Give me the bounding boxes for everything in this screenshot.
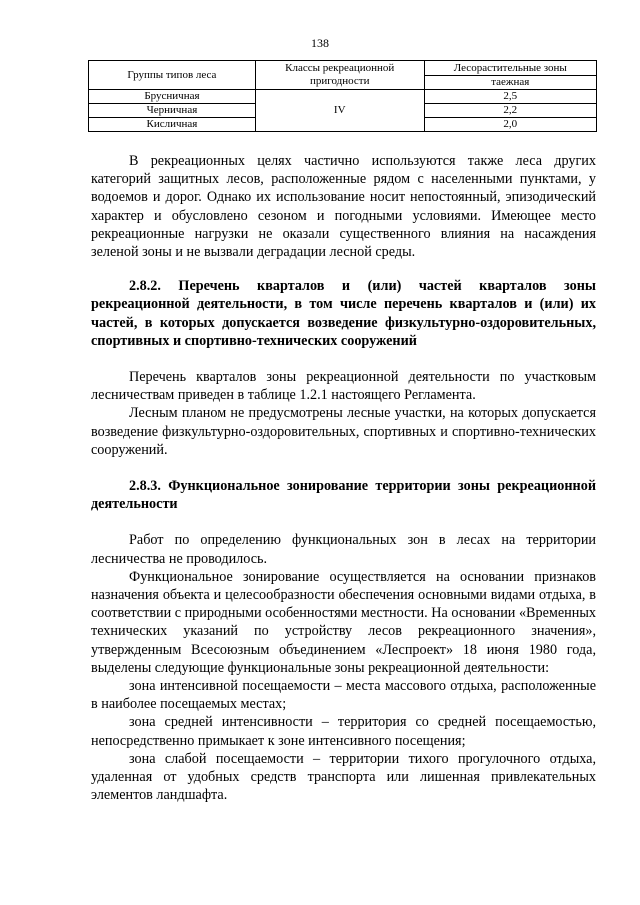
forest-group-cell: Брусничная xyxy=(89,90,256,104)
paragraph-zone-low: зона слабой посещаемости – территории тихого прогулочного отдыха, удаленная от удобных средств транспорта или лишенная привлекательных элементов ландшафта. xyxy=(91,750,596,804)
table-header-row xyxy=(89,61,597,76)
paragraph-zoning-basis: Функциональное зонирование осуществляется на основании признаков назначения объекта и целесообразности обеспечения основными видами отдыха, в соответствии с природными особенностями местности. На основании «Временных технических указаний по устройству лесов рекреационного значения», утвержденным Всесоюзным объединением «Леспроект» 18 июня 1980 года, выделены следующие функциональные зоны рекреационной деятельности: xyxy=(91,568,596,676)
paragraph-zone-medium: зона средней интенсивности – территория со средней посещаемостью, непосредственно примыкает к зоне интенсивного посещения; xyxy=(91,714,596,749)
heading-2-8-3: 2.8.3. Функциональное зонирование территории зоны рекреационной деятельности xyxy=(91,478,596,513)
document-body xyxy=(91,152,596,805)
header-forest-zones: Лесорастительные зоны xyxy=(424,61,596,76)
header-forest-groups: Группы типов леса xyxy=(89,61,256,90)
table-row xyxy=(89,90,597,104)
paragraph-zone-intensive: зона интенсивной посещаемости – места массового отдыха, расположенные в наиболее посещаемых местах; xyxy=(91,678,596,713)
taiga-value-cell: 2,2 xyxy=(424,104,596,118)
forest-group-cell: Кисличная xyxy=(89,118,256,132)
paragraph-recreation-other-forests: В рекреационных целях частично используются также леса других категорий защитных лесов, расположенные рядом с населенными пунктами, у водоемов и дорог. Однако их использование носит непостоянный, эпизодический характер и обусловлено сезоном и погодными условиями. Имеющее место рекреационные нагрузки не оказали существенного влияния на насаждения зеленой зоны и не вызвали деградации лесной среды. xyxy=(91,153,596,261)
header-recreation-class: Классы рекреационной пригодности xyxy=(255,61,424,90)
forest-types-table xyxy=(88,60,597,132)
heading-2-8-2: 2.8.2. Перечень кварталов и (или) частей кварталов зоны рекреационной деятельности, в том числе перечень кварталов и (или) их частей, в которых допускается возведение физкультурно-оздоровительных, спортивных и спортивно-технических сооружений xyxy=(91,278,596,349)
recreation-class-cell: IV xyxy=(255,90,424,132)
forest-group-cell: Черничная xyxy=(89,104,256,118)
page-number: 138 xyxy=(311,36,329,50)
paragraph-no-sports-facilities: Лесным планом не предусмотрены лесные участки, на которых допускается возведение физкультурно-оздоровительных, спортивных и спортивно-технических сооружений. xyxy=(91,405,596,458)
paragraph-no-zoning-works: Работ по определению функциональных зон в лесах на территории лесничества не проводилось. xyxy=(91,532,596,567)
paragraph-quarters-list: Перечень кварталов зоны рекреационной деятельности по участковым лесничествам приведен в таблице 1.2.1 настоящего Регламента. xyxy=(91,369,596,404)
taiga-value-cell: 2,5 xyxy=(424,90,596,104)
taiga-value-cell: 2,0 xyxy=(424,118,596,132)
header-taiga-zone: таежная xyxy=(424,76,596,90)
